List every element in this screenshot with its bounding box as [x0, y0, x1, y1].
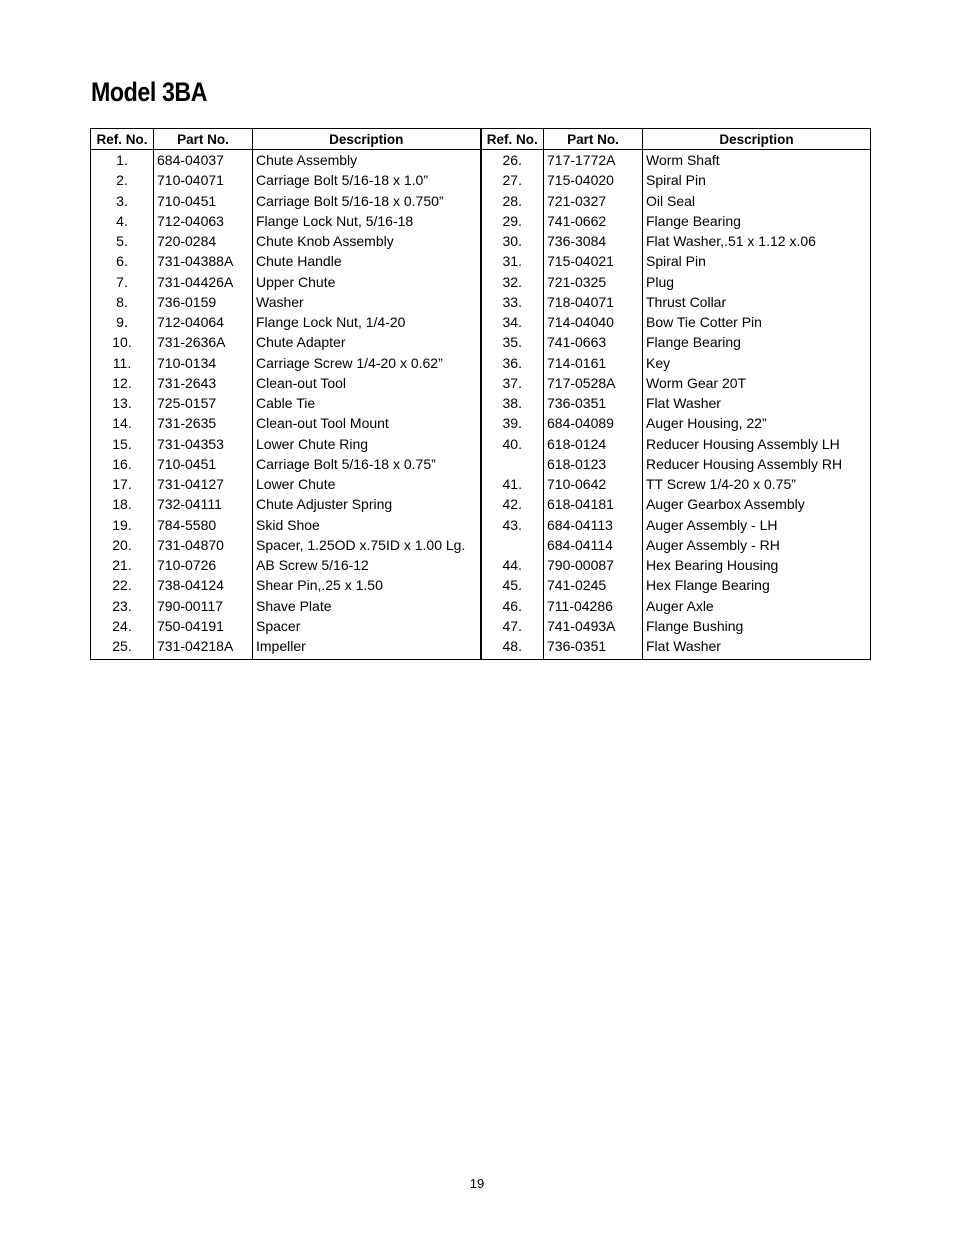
description-cell: Auger Housing, 22”: [643, 413, 871, 433]
part-no-cell: 618-0123: [544, 454, 643, 474]
ref-no-cell: 36.: [481, 353, 544, 373]
description-cell: Flat Washer,.51 x 1.12 x.06: [643, 231, 871, 251]
part-no-cell: 790-00087: [544, 555, 643, 575]
description-cell: Thrust Collar: [643, 292, 871, 312]
part-no-cell: 731-2643: [154, 373, 253, 393]
ref-no-cell: 24.: [112, 617, 132, 634]
ref-no-cell: 31.: [481, 251, 544, 271]
header-part-no: Part No.: [544, 129, 643, 150]
ref-no-cell: 34.: [481, 312, 544, 332]
ref-no-cell: 42.: [481, 494, 544, 514]
part-no-cell: 618-0124: [544, 434, 643, 454]
description-cell: Hex Flange Bearing: [643, 575, 871, 595]
part-no-cell: 618-04181: [544, 494, 643, 514]
description-cell: Cable Tie: [253, 393, 481, 413]
description-cell: Chute Knob Assembly: [253, 231, 481, 251]
ref-no-cell: 21.: [112, 557, 132, 574]
description-cell: Auger Assembly - RH: [643, 535, 871, 555]
ref-no-cell: 6.: [116, 253, 128, 270]
table-row: [91, 191, 871, 211]
table-row: [91, 231, 871, 251]
ref-no-cell: 8.: [116, 293, 128, 310]
part-no-cell: 736-3084: [544, 231, 643, 251]
ref-no-cell: 22.: [112, 577, 132, 594]
ref-no-cell: 35.: [481, 332, 544, 352]
ref-no-cell: 37.: [481, 373, 544, 393]
ref-no-cell: 26.: [481, 150, 544, 171]
part-no-cell: 731-04870: [154, 535, 253, 555]
description-cell: Spacer: [253, 616, 481, 636]
description-cell: Carriage Bolt 5/16-18 x 1.0”: [253, 170, 481, 190]
table-row: [91, 251, 871, 271]
table-row: [91, 596, 871, 616]
ref-no-cell: 38.: [481, 393, 544, 413]
ref-no-cell: 28.: [481, 191, 544, 211]
description-cell: Spiral Pin: [643, 251, 871, 271]
part-no-cell: 736-0159: [154, 292, 253, 312]
ref-no-cell: 33.: [481, 292, 544, 312]
table-row: [91, 211, 871, 231]
table-row: [91, 373, 871, 393]
description-cell: Lower Chute Ring: [253, 434, 481, 454]
description-cell: Auger Axle: [643, 596, 871, 616]
ref-no-cell: 40.: [481, 434, 544, 454]
table-row: [91, 454, 871, 474]
ref-no-cell: 23.: [112, 597, 132, 614]
part-no-cell: 731-2636A: [154, 332, 253, 352]
part-no-cell: 736-0351: [544, 393, 643, 413]
page-number: 19: [469, 1176, 485, 1191]
ref-no-cell: 39.: [481, 413, 544, 433]
description-cell: Flange Lock Nut, 1/4-20: [253, 312, 481, 332]
part-no-cell: 710-0726: [154, 555, 253, 575]
description-cell: Flange Lock Nut, 5/16-18: [253, 211, 481, 231]
page-title: Model 3BA: [91, 77, 208, 107]
table-row: [91, 353, 871, 373]
ref-no-cell: 5.: [116, 233, 128, 250]
description-cell: Washer: [253, 292, 481, 312]
description-cell: Plug: [643, 272, 871, 292]
ref-no-cell: 27.: [481, 170, 544, 190]
description-cell: Flat Washer: [643, 636, 871, 660]
ref-no-cell: 2.: [116, 172, 128, 189]
ref-no-cell: 12.: [112, 374, 132, 391]
part-no-cell: 710-0451: [154, 191, 253, 211]
description-cell: Shear Pin,.25 x 1.50: [253, 575, 481, 595]
ref-no-cell: 10.: [112, 334, 132, 351]
part-no-cell: 710-0451: [154, 454, 253, 474]
part-no-cell: 711-04286: [544, 596, 643, 616]
description-cell: Carriage Bolt 5/16-18 x 0.750”: [253, 191, 481, 211]
part-no-cell: 714-0161: [544, 353, 643, 373]
table-row: [91, 494, 871, 514]
part-no-cell: 715-04020: [544, 170, 643, 190]
description-cell: Reducer Housing Assembly RH: [643, 454, 871, 474]
parts-table: [90, 128, 871, 660]
table-row: [91, 332, 871, 352]
ref-no-cell: 18.: [112, 496, 132, 513]
ref-no-cell: 45.: [481, 575, 544, 595]
description-cell: Impeller: [253, 636, 481, 660]
table-row: [91, 434, 871, 454]
ref-no-cell: 14.: [112, 415, 132, 432]
part-no-cell: 741-0663: [544, 332, 643, 352]
part-no-cell: 721-0325: [544, 272, 643, 292]
part-no-cell: 736-0351: [544, 636, 643, 660]
description-cell: Chute Handle: [253, 251, 481, 271]
description-cell: Auger Assembly - LH: [643, 515, 871, 535]
part-no-cell: 712-04063: [154, 211, 253, 231]
description-cell: Skid Shoe: [253, 515, 481, 535]
table-row: [91, 515, 871, 535]
ref-no-cell: 9.: [116, 314, 128, 331]
part-no-cell: 720-0284: [154, 231, 253, 251]
ref-no-cell: 29.: [481, 211, 544, 231]
table-row: [91, 535, 871, 555]
header-ref-no: Ref. No.: [481, 129, 544, 150]
part-no-cell: 684-04114: [544, 535, 643, 555]
description-cell: TT Screw 1/4-20 x 0.75”: [643, 474, 871, 494]
part-no-cell: 731-04426A: [154, 272, 253, 292]
part-no-cell: 721-0327: [544, 191, 643, 211]
table-row: [91, 575, 871, 595]
description-cell: Oil Seal: [643, 191, 871, 211]
part-no-cell: 684-04089: [544, 413, 643, 433]
ref-no-cell: 20.: [112, 536, 132, 553]
part-no-cell: 710-0642: [544, 474, 643, 494]
description-cell: Worm Shaft: [643, 150, 871, 171]
description-cell: Reducer Housing Assembly LH: [643, 434, 871, 454]
description-cell: Lower Chute: [253, 474, 481, 494]
ref-no-cell: 7.: [116, 273, 128, 290]
description-cell: Clean-out Tool: [253, 373, 481, 393]
part-no-cell: 732-04111: [154, 494, 253, 514]
ref-no-cell: 17.: [112, 476, 132, 493]
description-cell: Chute Adapter: [253, 332, 481, 352]
part-no-cell: 750-04191: [154, 616, 253, 636]
description-cell: Upper Chute: [253, 272, 481, 292]
table-header-row: [91, 129, 871, 150]
description-cell: Worm Gear 20T: [643, 373, 871, 393]
ref-no-cell: 3.: [116, 192, 128, 209]
part-no-cell: 784-5580: [154, 515, 253, 535]
part-no-cell: 731-04218A: [154, 636, 253, 660]
part-no-cell: 731-04388A: [154, 251, 253, 271]
ref-no-cell: 11.: [112, 354, 132, 371]
part-no-cell: 731-04353: [154, 434, 253, 454]
header-description: Description: [643, 129, 871, 150]
table-row: [91, 150, 871, 171]
description-cell: Hex Bearing Housing: [643, 555, 871, 575]
part-no-cell: 731-2635: [154, 413, 253, 433]
table-row: [91, 393, 871, 413]
description-cell: Flange Bushing: [643, 616, 871, 636]
description-cell: Flange Bearing: [643, 211, 871, 231]
description-cell: Carriage Screw 1/4-20 x 0.62”: [253, 353, 481, 373]
description-cell: Carriage Bolt 5/16-18 x 0.75”: [253, 454, 481, 474]
ref-no-cell: 44.: [481, 555, 544, 575]
description-cell: Chute Assembly: [253, 150, 481, 171]
table-row: [91, 474, 871, 494]
part-no-cell: 731-04127: [154, 474, 253, 494]
ref-no-cell: 32.: [481, 272, 544, 292]
table-row: [91, 312, 871, 332]
description-cell: Flat Washer: [643, 393, 871, 413]
part-no-cell: 684-04113: [544, 515, 643, 535]
description-cell: Key: [643, 353, 871, 373]
part-no-cell: 710-0134: [154, 353, 253, 373]
ref-no-cell: 19.: [112, 516, 132, 533]
ref-no-cell: 13.: [112, 395, 132, 412]
ref-no-cell: 4.: [116, 212, 128, 229]
table-row: [91, 636, 871, 660]
part-no-cell: 741-0662: [544, 211, 643, 231]
part-no-cell: 712-04064: [154, 312, 253, 332]
ref-no-cell: 43.: [481, 515, 544, 535]
part-no-cell: 725-0157: [154, 393, 253, 413]
part-no-cell: 717-1772A: [544, 150, 643, 171]
description-cell: Auger Gearbox Assembly: [643, 494, 871, 514]
part-no-cell: 741-0245: [544, 575, 643, 595]
description-cell: Flange Bearing: [643, 332, 871, 352]
ref-no-cell: 16.: [112, 455, 132, 472]
part-no-cell: 738-04124: [154, 575, 253, 595]
part-no-cell: 717-0528A: [544, 373, 643, 393]
ref-no-cell: 1.: [116, 152, 128, 169]
header-ref-no: Ref. No.: [91, 129, 154, 150]
part-no-cell: 741-0493A: [544, 616, 643, 636]
ref-no-cell: 41.: [481, 474, 544, 494]
description-cell: AB Screw 5/16-12: [253, 555, 481, 575]
header-description: Description: [253, 129, 481, 150]
ref-no-cell: 47.: [481, 616, 544, 636]
ref-no-cell: 48.: [481, 636, 544, 660]
part-no-cell: 710-04071: [154, 170, 253, 190]
ref-no-cell: 46.: [481, 596, 544, 616]
table-row: [91, 413, 871, 433]
part-no-cell: 718-04071: [544, 292, 643, 312]
parts-table-body: [91, 150, 871, 660]
part-no-cell: 684-04037: [154, 150, 253, 171]
ref-no-cell: 15.: [112, 435, 132, 452]
description-cell: Spacer, 1.25OD x.75ID x 1.00 Lg.: [253, 535, 481, 555]
table-row: [91, 170, 871, 190]
ref-no-cell: 25.: [112, 638, 132, 655]
description-cell: Spiral Pin: [643, 170, 871, 190]
part-no-cell: 714-04040: [544, 312, 643, 332]
part-no-cell: 790-00117: [154, 596, 253, 616]
table-row: [91, 616, 871, 636]
table-row: [91, 555, 871, 575]
description-cell: Chute Adjuster Spring: [253, 494, 481, 514]
table-row: [91, 292, 871, 312]
ref-no-cell: [481, 535, 544, 555]
description-cell: Clean-out Tool Mount: [253, 413, 481, 433]
header-part-no: Part No.: [154, 129, 253, 150]
table-row: [91, 272, 871, 292]
part-no-cell: 715-04021: [544, 251, 643, 271]
ref-no-cell: [481, 454, 544, 474]
ref-no-cell: 30.: [481, 231, 544, 251]
description-cell: Shave Plate: [253, 596, 481, 616]
description-cell: Bow Tie Cotter Pin: [643, 312, 871, 332]
